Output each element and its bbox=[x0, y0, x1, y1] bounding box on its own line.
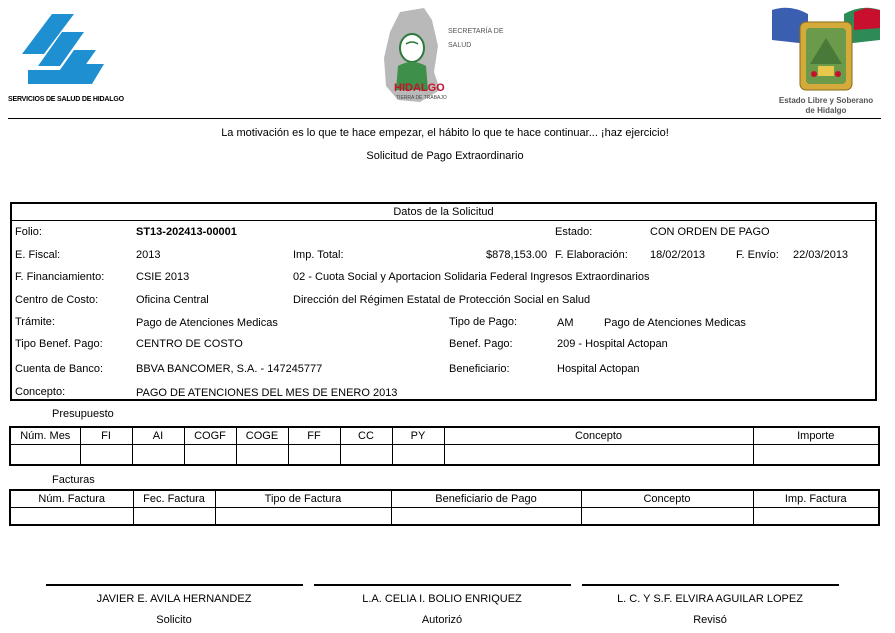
col-cc: CC bbox=[340, 427, 392, 445]
tipo-benef-label: Tipo Benef. Pago: bbox=[15, 338, 103, 350]
folio-value: ST13-202413-00001 bbox=[136, 226, 237, 238]
col-num-mes: Núm. Mes bbox=[10, 427, 80, 445]
presupuesto-table bbox=[9, 426, 880, 466]
centro-label: Centro de Costo: bbox=[15, 294, 99, 306]
facturas-table bbox=[9, 489, 880, 526]
signer-role-3: Revisó bbox=[693, 614, 727, 626]
col-ff: FF bbox=[288, 427, 340, 445]
tipo-pago-label: Tipo de Pago: bbox=[449, 316, 518, 328]
secretaria-line1: SECRETARÍA DE bbox=[448, 28, 504, 35]
f-elab-value: 18/02/2013 bbox=[650, 249, 706, 261]
header-divider bbox=[8, 118, 881, 119]
tramite-value: Pago de Atenciones Medicas bbox=[136, 317, 278, 329]
f-envio-label: F. Envío: bbox=[736, 249, 779, 261]
request-details-box bbox=[10, 202, 877, 401]
col-concepto-factura: Concepto bbox=[581, 490, 753, 508]
tipo-benef-value: CENTRO DE COSTO bbox=[136, 338, 243, 350]
org-name: SERVICIOS DE SALUD DE HIDALGO bbox=[8, 96, 124, 103]
signer-name-1: JAVIER E. AVILA HERNANDEZ bbox=[96, 593, 252, 605]
fiscal-value: 2013 bbox=[136, 249, 161, 261]
coat-of-arms-icon bbox=[770, 4, 882, 96]
motto: La motivación es lo que te hace empezar, el hábito lo que te hace continuar... ¡haz ejercicio! bbox=[221, 127, 669, 139]
facturas-title: Facturas bbox=[52, 474, 95, 486]
financiamiento-label: F. Financiamiento: bbox=[15, 271, 105, 283]
ssh-logo bbox=[22, 14, 108, 92]
signature-line-reviso bbox=[582, 584, 839, 586]
col-num-factura: Núm. Factura bbox=[10, 490, 133, 508]
tipo-pago-code: AM bbox=[557, 317, 574, 329]
presupuesto-header-row bbox=[10, 427, 879, 445]
financiamiento-value: CSIE 2013 bbox=[136, 271, 190, 283]
beneficiario-value: Hospital Actopan bbox=[557, 363, 640, 375]
benef-pago-label: Benef. Pago: bbox=[449, 338, 513, 350]
col-coge: COGE bbox=[236, 427, 288, 445]
col-fi: FI bbox=[80, 427, 132, 445]
col-imp-factura: Imp. Factura bbox=[753, 490, 879, 508]
benef-pago-value: 209 - Hospital Actopan bbox=[557, 338, 668, 350]
estado-line2: de Hidalgo bbox=[805, 106, 847, 115]
concepto-value: PAGO DE ATENCIONES DEL MES DE ENERO 2013 bbox=[136, 387, 398, 399]
presupuesto-title: Presupuesto bbox=[52, 408, 114, 420]
estado-label: Estado: bbox=[555, 226, 593, 238]
col-beneficiario-pago: Beneficiario de Pago bbox=[391, 490, 581, 508]
col-cogf: COGF bbox=[184, 427, 236, 445]
centro-desc: Dirección del Régimen Estatal de Protección Social en Salud bbox=[293, 294, 591, 306]
estado-value: CON ORDEN DE PAGO bbox=[650, 226, 770, 238]
table-row bbox=[10, 445, 879, 465]
imp-total-value: $878,153.00 bbox=[486, 249, 548, 261]
imp-total-label: Imp. Total: bbox=[293, 249, 344, 261]
signer-role-2: Autorizó bbox=[421, 614, 463, 626]
tramite-label: Trámite: bbox=[15, 316, 55, 328]
f-envio-value: 22/03/2013 bbox=[793, 249, 849, 261]
tipo-pago-value: Pago de Atenciones Medicas bbox=[604, 317, 746, 329]
col-py: PY bbox=[392, 427, 444, 445]
signer-name-2: L.A. CELIA I. BOLIO ENRIQUEZ bbox=[362, 593, 522, 605]
col-importe: Importe bbox=[753, 427, 879, 445]
folio-label: Folio: bbox=[15, 226, 42, 238]
cuenta-value: BBVA BANCOMER, S.A. - 147245777 bbox=[136, 363, 323, 375]
signature-line-autorizo bbox=[314, 584, 571, 586]
beneficiario-label: Beneficiario: bbox=[449, 363, 510, 375]
estado-line1: Estado Libre y Soberano bbox=[778, 96, 874, 105]
centro-value: Oficina Central bbox=[136, 294, 209, 306]
concepto-label: Concepto: bbox=[15, 386, 66, 398]
col-tipo-factura: Tipo de Factura bbox=[215, 490, 391, 508]
document-title: Solicitud de Pago Extraordinario bbox=[366, 150, 524, 162]
f-elab-label: F. Elaboración: bbox=[555, 249, 628, 261]
section-title: Datos de la Solicitud bbox=[12, 204, 875, 221]
table-row bbox=[10, 508, 879, 526]
hidalgo-tagline: TIERRA DE TRABAJO bbox=[396, 95, 447, 101]
fiscal-label: E. Fiscal: bbox=[15, 249, 61, 261]
secretaria-line2: SALUD bbox=[448, 42, 472, 49]
hidalgo-wordmark: HIDALGO bbox=[394, 82, 445, 94]
financiamiento-desc: 02 - Cuota Social y Aportacion Solidaria Federal Ingresos Extraordinarios bbox=[293, 271, 650, 283]
col-concepto: Concepto bbox=[444, 427, 753, 445]
signer-role-1: Solicito bbox=[156, 614, 192, 626]
col-fec-factura: Fec. Factura bbox=[133, 490, 215, 508]
signer-name-3: L. C. Y S.F. ELVIRA AGUILAR LOPEZ bbox=[617, 593, 803, 605]
facturas-header-row bbox=[10, 490, 879, 508]
col-ai: AI bbox=[132, 427, 184, 445]
cuenta-label: Cuenta de Banco: bbox=[15, 363, 104, 375]
signature-line-solicito bbox=[46, 584, 303, 586]
